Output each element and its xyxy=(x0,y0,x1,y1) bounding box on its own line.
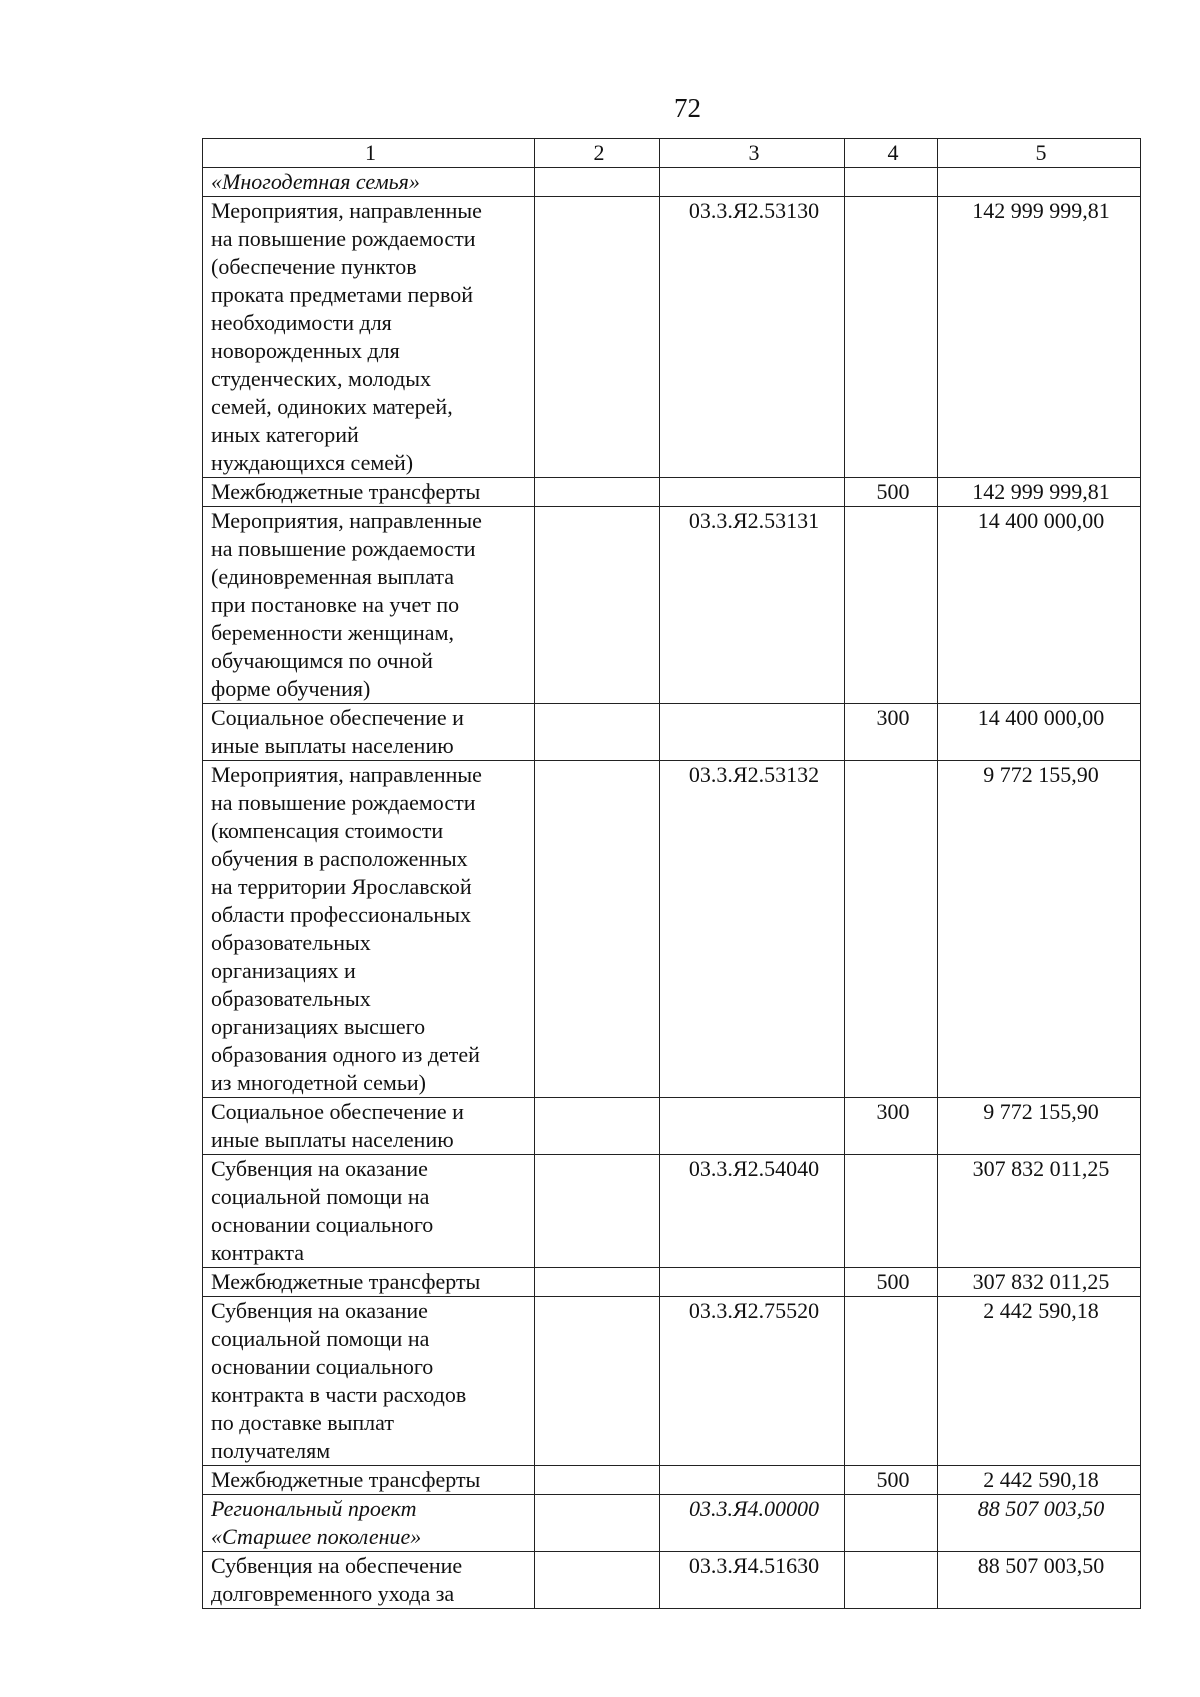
table-row xyxy=(203,1297,1141,1466)
target-article-code-cell xyxy=(660,704,845,761)
amount-cell: 2 442 590,18 xyxy=(938,1297,1141,1466)
item-name-cell: Социальное обеспечение и иные выплаты населению xyxy=(203,1098,535,1155)
amount-cell: 88 507 003,50 xyxy=(938,1552,1141,1609)
target-article-code-cell: 03.3.Я2.53131 xyxy=(660,507,845,704)
column-header: 1 xyxy=(203,139,535,168)
expense-type-cell: 300 xyxy=(845,704,938,761)
table-row xyxy=(203,507,1141,704)
amount-cell: 88 507 003,50 xyxy=(938,1495,1141,1552)
item-name-cell: Социальное обеспечение и иные выплаты населению xyxy=(203,704,535,761)
item-name-cell: Мероприятия, направленные на повышение рождаемости (обеспечение пунктов проката предметами первой необходимости для новорожденных для студенческих, молодых семей, одиноких матерей, иных категорий нуждающихся семей) xyxy=(203,197,535,478)
item-name-cell: Региональный проект «Старшее поколение» xyxy=(203,1495,535,1552)
item-name-cell: Межбюджетные трансферты xyxy=(203,1466,535,1495)
expense-type-cell xyxy=(845,1495,938,1552)
table-row xyxy=(203,1098,1141,1155)
table-row xyxy=(203,168,1141,197)
expense-type-cell xyxy=(845,168,938,197)
page-number: 72 xyxy=(674,93,701,123)
target-article-code-cell: 03.3.Я2.75520 xyxy=(660,1297,845,1466)
item-name-cell: Межбюджетные трансферты xyxy=(203,1268,535,1297)
table-row xyxy=(203,478,1141,507)
item-name-cell: Межбюджетные трансферты xyxy=(203,478,535,507)
target-article-code-cell: 03.3.Я4.51630 xyxy=(660,1552,845,1609)
target-article-code-cell xyxy=(660,478,845,507)
expense-type-cell xyxy=(845,761,938,1098)
expense-type-cell: 500 xyxy=(845,1268,938,1297)
column-2-cell xyxy=(535,704,660,761)
column-header: 2 xyxy=(535,139,660,168)
target-article-code-cell xyxy=(660,1098,845,1155)
budget-table xyxy=(202,138,1141,1609)
item-name-cell: Мероприятия, направленные на повышение рождаемости (единовременная выплата при постановке на учет по беременности женщинам, обучающимся по очной форме обучения) xyxy=(203,507,535,704)
column-2-cell xyxy=(535,1552,660,1609)
target-article-code-cell xyxy=(660,1268,845,1297)
table-header-row xyxy=(203,139,1141,168)
expense-type-cell xyxy=(845,1155,938,1268)
table-row xyxy=(203,1155,1141,1268)
amount-cell: 142 999 999,81 xyxy=(938,197,1141,478)
item-name-cell: Субвенция на оказание социальной помощи на основании социального контракта xyxy=(203,1155,535,1268)
table-row xyxy=(203,1466,1141,1495)
amount-cell: 307 832 011,25 xyxy=(938,1268,1141,1297)
table-row xyxy=(203,704,1141,761)
amount-cell: 2 442 590,18 xyxy=(938,1466,1141,1495)
column-header: 4 xyxy=(845,139,938,168)
column-2-cell xyxy=(535,761,660,1098)
amount-cell: 9 772 155,90 xyxy=(938,761,1141,1098)
amount-cell: 14 400 000,00 xyxy=(938,507,1141,704)
column-2-cell xyxy=(535,168,660,197)
expense-type-cell: 300 xyxy=(845,1098,938,1155)
target-article-code-cell: 03.3.Я2.54040 xyxy=(660,1155,845,1268)
table-row xyxy=(203,761,1141,1098)
column-2-cell xyxy=(535,478,660,507)
column-2-cell xyxy=(535,1155,660,1268)
target-article-code-cell xyxy=(660,1466,845,1495)
amount-cell: 9 772 155,90 xyxy=(938,1098,1141,1155)
column-2-cell xyxy=(535,197,660,478)
expense-type-cell xyxy=(845,1552,938,1609)
column-2-cell xyxy=(535,1098,660,1155)
column-2-cell xyxy=(535,507,660,704)
column-2-cell xyxy=(535,1495,660,1552)
amount-cell xyxy=(938,168,1141,197)
target-article-code-cell: 03.3.Я2.53132 xyxy=(660,761,845,1098)
table-row xyxy=(203,1552,1141,1609)
target-article-code-cell xyxy=(660,168,845,197)
column-header: 3 xyxy=(660,139,845,168)
amount-cell: 142 999 999,81 xyxy=(938,478,1141,507)
expense-type-cell xyxy=(845,1297,938,1466)
item-name-cell: Субвенция на оказание социальной помощи на основании социального контракта в части расходов по доставке выплат получателям xyxy=(203,1297,535,1466)
target-article-code-cell: 03.3.Я2.53130 xyxy=(660,197,845,478)
item-name-cell: Субвенция на обеспечение долговременного ухода за xyxy=(203,1552,535,1609)
column-header: 5 xyxy=(938,139,1141,168)
amount-cell: 307 832 011,25 xyxy=(938,1155,1141,1268)
expense-type-cell: 500 xyxy=(845,1466,938,1495)
expense-type-cell: 500 xyxy=(845,478,938,507)
amount-cell: 14 400 000,00 xyxy=(938,704,1141,761)
item-name-cell: «Многодетная семья» xyxy=(203,168,535,197)
column-2-cell xyxy=(535,1297,660,1466)
column-2-cell xyxy=(535,1466,660,1495)
column-2-cell xyxy=(535,1268,660,1297)
table-row xyxy=(203,1268,1141,1297)
expense-type-cell xyxy=(845,197,938,478)
target-article-code-cell: 03.3.Я4.00000 xyxy=(660,1495,845,1552)
item-name-cell: Мероприятия, направленные на повышение рождаемости (компенсация стоимости обучения в расположенных на территории Ярославской области профессиональных образовательных организациях и образовательных организациях высшего образования одного из детей из многодетной семьи) xyxy=(203,761,535,1098)
table-row xyxy=(203,1495,1141,1552)
expense-type-cell xyxy=(845,507,938,704)
table-row xyxy=(203,197,1141,478)
